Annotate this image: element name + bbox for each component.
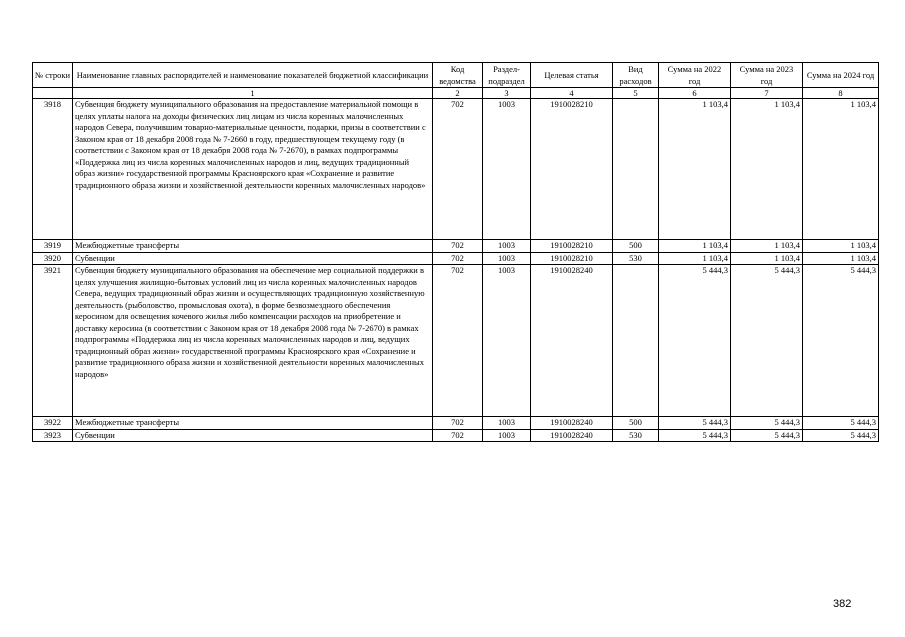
row-target: 1910028210 — [531, 99, 613, 240]
row-section: 1003 — [483, 429, 531, 442]
row-target: 1910028240 — [531, 429, 613, 442]
header-dept: Код ведомства — [433, 63, 483, 88]
row-2024: 1 103,4 — [803, 99, 879, 240]
row-dept: 702 — [433, 265, 483, 417]
row-2022: 1 103,4 — [659, 252, 731, 265]
table-row — [33, 252, 879, 265]
row-2022: 5 444,3 — [659, 265, 731, 417]
row-2023: 5 444,3 — [731, 265, 803, 417]
numbering-cell: 2 — [433, 88, 483, 99]
row-section: 1003 — [483, 240, 531, 253]
numbering-cell: 1 — [73, 88, 433, 99]
table-row — [33, 429, 879, 442]
row-2022: 1 103,4 — [659, 99, 731, 240]
table-row — [33, 99, 879, 240]
row-expense: 530 — [613, 429, 659, 442]
header-section: Раздел-подраздел — [483, 63, 531, 88]
numbering-cell: 5 — [613, 88, 659, 99]
row-2023: 1 103,4 — [731, 99, 803, 240]
row-name: Межбюджетные трансферты — [73, 240, 433, 253]
row-section: 1003 — [483, 417, 531, 430]
numbering-cell: 6 — [659, 88, 731, 99]
row-dept: 702 — [433, 417, 483, 430]
page-number: 382 — [833, 598, 852, 610]
header-row — [33, 63, 879, 88]
row-dept: 702 — [433, 240, 483, 253]
row-expense — [613, 99, 659, 240]
row-target: 1910028210 — [531, 252, 613, 265]
numbering-cell: 3 — [483, 88, 531, 99]
header-name: Наименование главных распорядителей и наименование показателей бюджетной классификации — [73, 63, 433, 88]
row-section: 1003 — [483, 265, 531, 417]
row-name: Субвенция бюджету муниципального образования на предоставление материальной помощи в целях уплаты налога на доходы физических лиц лицам из числа коренных малочисленных народов Севера, получившим товарно-материальные ценности, подарки, призы в соответствии с Законом края от 18 декабря 2008 года № 7-2660 в году, предшествующем текущему году (в соответствии с Законом края от 18 декабря 2008 года № 7-2670), в рамках подпрограммы «Поддержка лиц из числа коренных малочисленных народов и лиц, ведущих традиционный образ жизни» государственной программы Красноярского края «Сохранение и развитие традиционного образа жизни и хозяйственной деятельности коренных малочисленных народов» — [73, 99, 433, 240]
table-row — [33, 265, 879, 417]
row-2023: 5 444,3 — [731, 429, 803, 442]
row-2022: 1 103,4 — [659, 240, 731, 253]
row-expense: 500 — [613, 417, 659, 430]
header-target: Целевая статья — [531, 63, 613, 88]
row-name: Межбюджетные трансферты — [73, 417, 433, 430]
row-section: 1003 — [483, 252, 531, 265]
table-row — [33, 417, 879, 430]
row-num: 3919 — [33, 240, 73, 253]
row-2024: 5 444,3 — [803, 265, 879, 417]
header-expense: Вид расходов — [613, 63, 659, 88]
row-dept: 702 — [433, 99, 483, 240]
row-num: 3918 — [33, 99, 73, 240]
row-2022: 5 444,3 — [659, 417, 731, 430]
row-2023: 5 444,3 — [731, 417, 803, 430]
numbering-cell: 7 — [731, 88, 803, 99]
row-name: Субвенции — [73, 429, 433, 442]
row-2024: 1 103,4 — [803, 252, 879, 265]
row-expense: 530 — [613, 252, 659, 265]
table-row — [33, 240, 879, 253]
row-target: 1910028240 — [531, 265, 613, 417]
row-2024: 5 444,3 — [803, 417, 879, 430]
numbering-cell: 4 — [531, 88, 613, 99]
budget-table — [32, 62, 879, 442]
row-num: 3923 — [33, 429, 73, 442]
row-dept: 702 — [433, 429, 483, 442]
row-2024: 1 103,4 — [803, 240, 879, 253]
row-dept: 702 — [433, 252, 483, 265]
row-2024: 5 444,3 — [803, 429, 879, 442]
row-name: Субвенции — [73, 252, 433, 265]
row-section: 1003 — [483, 99, 531, 240]
row-2023: 1 103,4 — [731, 240, 803, 253]
numbering-cell: 8 — [803, 88, 879, 99]
row-2022: 5 444,3 — [659, 429, 731, 442]
numbering-cell — [33, 88, 73, 99]
row-target: 1910028240 — [531, 417, 613, 430]
row-name: Субвенция бюджету муниципального образования на обеспечение мер социальной поддержки в целях улучшения жилищно-бытовых условий лиц из числа коренных малочисленных народов Севера, ведущих традиционный образ жизни и осуществляющих традиционную хозяйственную деятельность (рыболовство, промысловая охота), в форме безвозмездного обеспечения керосином для освещения кочевого жилья либо компенсации расходов на приобретение и доставку керосина (в соответствии с Законом края от 18 декабря 2008 года № 7-2670) в рамках подпрограммы «Поддержка лиц из числа коренных малочисленных народов и лиц, ведущих традиционный образ жизни» государственной программы Красноярского края «Сохранение и развитие традиционного образа жизни и хозяйственной деятельности коренных малочисленных народов» — [73, 265, 433, 417]
header-num: № строки — [33, 63, 73, 88]
row-num: 3920 — [33, 252, 73, 265]
header-2023: Сумма на 2023 год — [731, 63, 803, 88]
row-target: 1910028210 — [531, 240, 613, 253]
row-num: 3922 — [33, 417, 73, 430]
row-2023: 1 103,4 — [731, 252, 803, 265]
row-expense — [613, 265, 659, 417]
row-num: 3921 — [33, 265, 73, 417]
header-2022: Сумма на 2022 год — [659, 63, 731, 88]
row-expense: 500 — [613, 240, 659, 253]
numbering-row — [33, 88, 879, 99]
header-2024: Сумма на 2024 год — [803, 63, 879, 88]
